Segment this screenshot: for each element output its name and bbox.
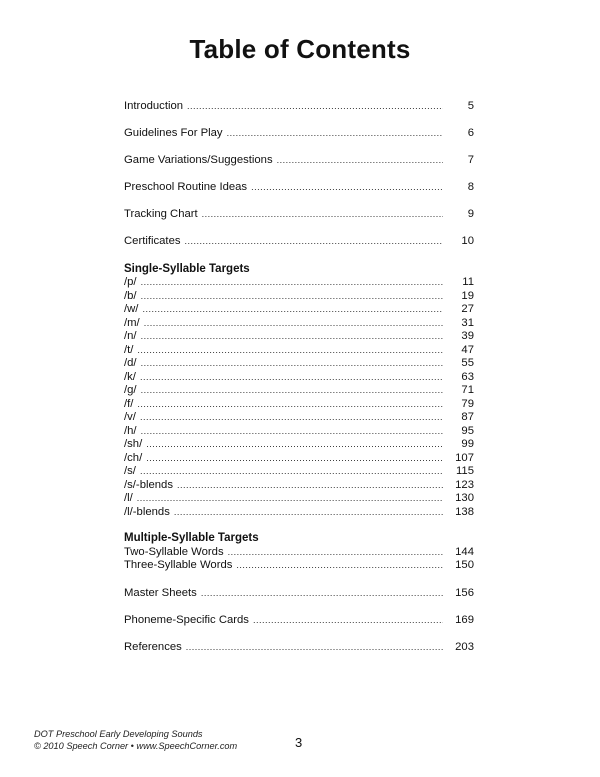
toc-entry-label: /n/ — [124, 330, 137, 342]
dot-leader — [186, 641, 443, 655]
toc-entry-page: 138 — [455, 505, 474, 518]
toc-entry — [124, 465, 474, 479]
dot-leader — [141, 276, 443, 290]
toc-entry-page: 203 — [455, 640, 474, 653]
toc-entry — [124, 317, 474, 331]
dot-leader — [141, 357, 443, 371]
toc-entry-label: Guidelines For Play — [124, 127, 223, 139]
toc-entry-page: 11 — [462, 276, 474, 288]
toc-entry-page: 55 — [461, 357, 474, 369]
dot-leader — [140, 465, 443, 479]
dot-leader — [141, 425, 443, 439]
toc-entry — [124, 276, 474, 290]
toc-entry-preschool-routine — [124, 181, 474, 195]
toc-entry — [124, 559, 474, 573]
toc-entry-label: /s/-blends — [124, 478, 173, 491]
toc-entry-page: 27 — [461, 303, 474, 315]
toc-entry-label: Game Variations/Suggestions — [124, 154, 273, 166]
dot-leader — [146, 438, 443, 452]
toc-entry-label: /d/ — [124, 357, 137, 369]
toc-entry-label: /ch/ — [124, 451, 143, 464]
toc-entry-page: 130 — [455, 492, 474, 504]
toc-entry-label: /w/ — [124, 303, 139, 315]
toc-entry-references — [124, 641, 474, 655]
toc-entry — [124, 506, 474, 520]
toc-entry-label: Introduction — [124, 100, 184, 112]
toc-entry-label: Certificates — [124, 235, 181, 247]
toc-entry-page: 156 — [455, 586, 474, 599]
dot-leader — [140, 371, 443, 385]
toc-entry — [124, 371, 474, 385]
dot-leader — [137, 344, 443, 358]
dot-leader — [141, 330, 443, 344]
toc-entry — [124, 546, 474, 560]
footer-page-number: 3 — [295, 735, 303, 750]
page-title: Table of Contents — [189, 34, 411, 64]
toc-entry — [124, 344, 474, 358]
toc-entry-label: References — [124, 640, 182, 653]
toc-entry-page: 79 — [461, 397, 474, 410]
section-heading-multiple-syllable: Multiple-Syllable Targets — [124, 532, 259, 544]
toc-entry-phoneme-cards — [124, 614, 474, 628]
toc-entry — [124, 398, 474, 412]
dot-leader — [202, 208, 443, 222]
dot-leader — [187, 100, 443, 114]
toc-entry-label: /t/ — [124, 343, 134, 356]
toc-entry — [124, 438, 474, 452]
dot-leader — [277, 154, 443, 168]
toc-entry-tracking-chart — [124, 208, 474, 222]
toc-entry-label: /k/ — [124, 370, 136, 383]
dot-leader — [137, 492, 443, 506]
toc-entry-label: /sh/ — [124, 438, 143, 450]
toc-entry-label: /l/ — [124, 492, 133, 504]
toc-entry-page: 6 — [467, 127, 474, 139]
toc-entry-label: Preschool Routine Ideas — [124, 181, 248, 193]
dot-leader — [201, 587, 443, 601]
toc-entry-label: Three-Syllable Words — [124, 559, 233, 571]
dot-leader — [141, 290, 443, 304]
toc-entry-master-sheets — [124, 587, 474, 601]
toc-entry-label: /l/-blends — [124, 505, 170, 518]
toc-entry — [124, 303, 474, 317]
footer-book-title: DOT Preschool Early Developing Sounds — [34, 729, 203, 739]
toc-entry-page: 10 — [461, 235, 474, 247]
toc-entry-page: 107 — [455, 451, 474, 464]
table-of-contents — [124, 100, 474, 654]
toc-entry-page: 9 — [467, 208, 474, 220]
dot-leader — [236, 559, 443, 573]
toc-entry-label: Master Sheets — [124, 586, 197, 599]
footer-credits — [34, 728, 237, 752]
toc-entry — [124, 425, 474, 439]
toc-entry — [124, 330, 474, 344]
toc-entry-label: Tracking Chart — [124, 208, 198, 220]
dot-leader — [137, 398, 443, 412]
toc-entry — [124, 452, 474, 466]
toc-entry-label: /p/ — [124, 276, 137, 288]
toc-entry-page: 63 — [461, 370, 474, 383]
toc-entry — [124, 357, 474, 371]
toc-entry-page: 47 — [461, 343, 474, 356]
dot-leader — [144, 317, 443, 331]
toc-entry-page: 19 — [461, 289, 474, 302]
toc-entry-label: /v/ — [124, 411, 136, 423]
dot-leader — [253, 614, 443, 628]
toc-entry-page: 95 — [461, 424, 474, 437]
dot-leader — [227, 127, 443, 141]
toc-entry-certificates — [124, 235, 474, 249]
toc-entry-label: Phoneme-Specific Cards — [124, 613, 249, 626]
toc-entry-label: /b/ — [124, 289, 137, 302]
toc-entry-guidelines — [124, 127, 474, 141]
toc-entry-label: /h/ — [124, 424, 137, 437]
toc-entry — [124, 492, 474, 506]
toc-entry-page: 8 — [467, 181, 474, 193]
toc-entry-page: 87 — [461, 411, 474, 423]
toc-entry-page: 99 — [461, 438, 474, 450]
toc-entry-label: /s/ — [124, 465, 136, 477]
dot-leader — [251, 181, 443, 195]
dot-leader — [146, 452, 443, 466]
dot-leader — [141, 384, 443, 398]
toc-entry-page: 169 — [455, 613, 474, 626]
dot-leader — [185, 235, 443, 249]
multiple-syllable-list — [124, 546, 474, 573]
toc-entry-page: 71 — [461, 384, 474, 396]
toc-entry — [124, 290, 474, 304]
toc-entry-page: 144 — [455, 545, 474, 558]
toc-entry-page: 7 — [467, 154, 474, 166]
dot-leader — [142, 303, 443, 317]
toc-entry-label: Two-Syllable Words — [124, 545, 224, 558]
toc-entry-page: 31 — [461, 316, 474, 329]
dot-leader — [174, 506, 443, 520]
dot-leader — [177, 479, 443, 493]
toc-entry-label: /m/ — [124, 316, 140, 329]
dot-leader — [228, 546, 443, 560]
toc-entry-page: 39 — [461, 330, 474, 342]
footer-copyright: © 2010 Speech Corner • www.SpeechCorner.com — [34, 741, 238, 751]
single-syllable-list — [124, 276, 474, 519]
toc-entry-label: /g/ — [124, 384, 137, 396]
toc-entry-page: 150 — [455, 559, 474, 571]
toc-entry-game-variations — [124, 154, 474, 168]
toc-entry-introduction — [124, 100, 474, 114]
dot-leader — [140, 411, 443, 425]
toc-entry — [124, 411, 474, 425]
toc-entry-label: /f/ — [124, 397, 134, 410]
toc-entry — [124, 384, 474, 398]
section-heading-single-syllable: Single-Syllable Targets — [124, 262, 250, 275]
toc-entry-page: 115 — [455, 465, 474, 477]
toc-entry-page: 123 — [455, 478, 474, 491]
toc-entry — [124, 479, 474, 493]
toc-entry-page: 5 — [467, 100, 474, 112]
